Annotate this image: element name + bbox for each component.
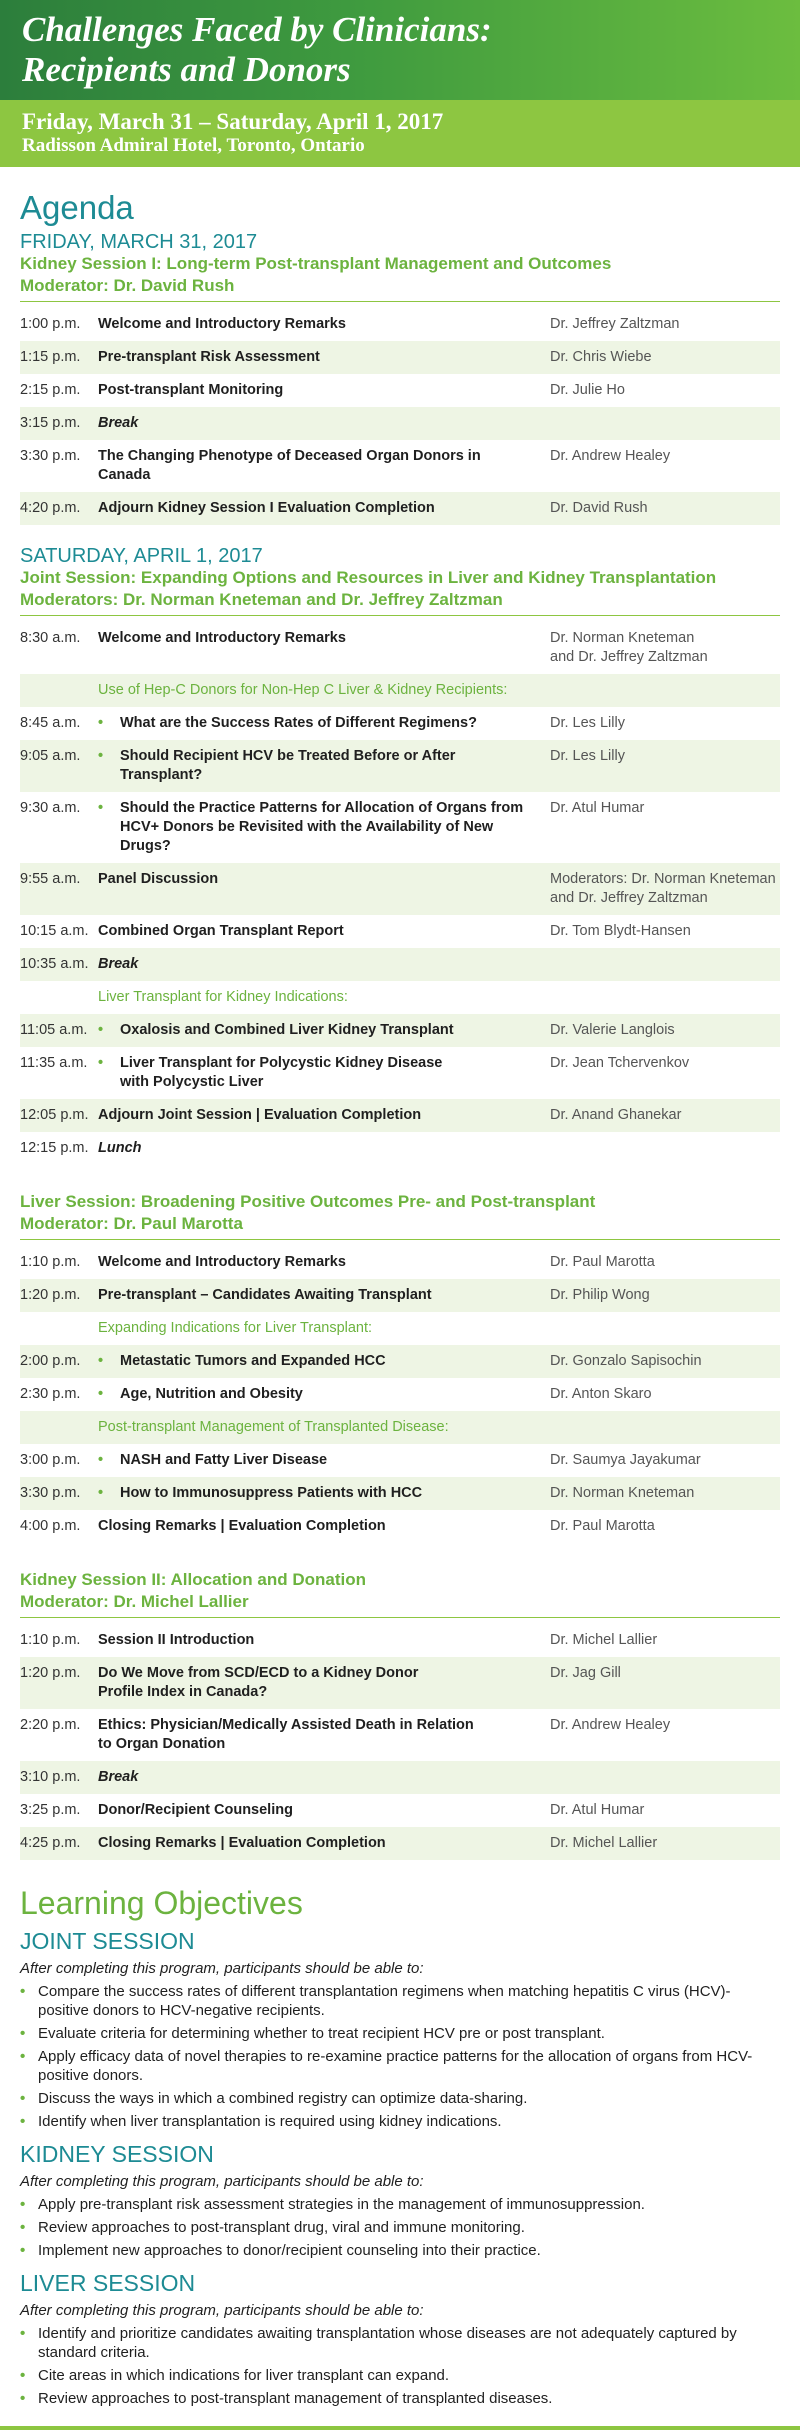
agenda-row	[20, 492, 780, 525]
bullet-icon: •	[98, 1353, 104, 1369]
objective-text: Apply pre-transplant risk assessment strategies in the management of immunosuppression.	[38, 2196, 645, 2213]
bullet-icon: •	[20, 2048, 26, 2065]
agenda-row	[20, 740, 780, 792]
row-speaker: Dr. Jean Tchervenkov	[550, 1055, 690, 1071]
objectives-intro: After completing this program, participants should be able to:	[20, 1960, 424, 1977]
objectives-kidney-list	[20, 2195, 780, 2260]
row-speaker: Dr. Valerie Langlois	[550, 1022, 675, 1038]
row-speaker: Dr. Gonzalo Sapisochin	[550, 1353, 702, 1369]
session-moderator-kidney-1: Moderator: Dr. David Rush	[20, 275, 780, 302]
row-topic	[98, 1385, 550, 1404]
agenda-row	[20, 1047, 780, 1099]
bullet-icon: •	[98, 715, 104, 731]
agenda-row	[20, 1510, 780, 1543]
session-moderator-liver: Moderator: Dr. Paul Marotta	[20, 1213, 780, 1240]
row-speaker: Dr. Norman Kneteman	[550, 1485, 695, 1501]
row-topic: The Changing Phenotype of Deceased Organ Donors in Canada	[98, 448, 481, 483]
row-time: 2:00 p.m.	[20, 1353, 81, 1369]
agenda-row	[20, 915, 780, 948]
row-time: 8:45 a.m.	[20, 715, 81, 731]
agenda-row	[20, 622, 780, 674]
row-time: 10:15 a.m.	[20, 923, 89, 939]
bullet-icon: •	[98, 748, 104, 764]
event-venue: Radisson Admiral Hotel, Toronto, Ontario	[22, 135, 365, 156]
row-speaker: Dr. Andrew Healey	[550, 1717, 671, 1733]
agenda-row	[20, 1657, 780, 1709]
speaker-line: Dr. Norman Kneteman	[550, 630, 695, 646]
row-time: 4:25 p.m.	[20, 1835, 81, 1851]
row-topic: Break	[98, 415, 139, 431]
row-topic	[98, 1716, 550, 1754]
bullet-icon: •	[20, 2196, 26, 2213]
row-topic	[98, 714, 550, 733]
row-topic: Panel Discussion	[98, 871, 219, 887]
agenda-row	[20, 308, 780, 341]
agenda-row	[20, 707, 780, 740]
objective-item	[20, 2389, 780, 2408]
row-time: 9:30 a.m.	[20, 800, 81, 816]
topic-line: Ethics: Physician/Medically Assisted Death in Relation	[98, 1717, 474, 1733]
objective-item	[20, 2218, 780, 2237]
row-time: 12:05 p.m.	[20, 1107, 89, 1123]
topic-text	[120, 799, 536, 856]
bullet-icon: •	[20, 2219, 26, 2236]
row-time: 9:05 a.m.	[20, 748, 81, 764]
row-speaker: Dr. Anton Skaro	[550, 1386, 652, 1402]
topic-line: to Organ Donation	[98, 1736, 226, 1752]
session-title-kidney-1: Kidney Session I: Long-term Post-transplant Management and Outcomes	[20, 254, 612, 273]
objective-text: Identify and prioritize candidates awaiting transplantation whose diseases are not adequately captured by standard criteria.	[38, 2325, 737, 2361]
bullet-icon: •	[98, 1022, 104, 1038]
session-moderator-joint: Moderators: Dr. Norman Kneteman and Dr. Jeffrey Zaltzman	[20, 589, 780, 616]
objective-item	[20, 1982, 780, 2020]
row-topic: Pre-transplant – Candidates Awaiting Transplant	[98, 1287, 432, 1303]
speaker-line: and Dr. Jeffrey Zaltzman	[550, 649, 708, 665]
row-speaker: Dr. Paul Marotta	[550, 1518, 655, 1534]
agenda-row	[20, 1345, 780, 1378]
objective-item	[20, 2324, 780, 2362]
agenda-row	[20, 1624, 780, 1657]
speaker-line: and Dr. Jeffrey Zaltzman	[550, 890, 708, 906]
agenda-row-break	[20, 1761, 780, 1794]
row-topic: Adjourn Kidney Session I Evaluation Completion	[98, 500, 435, 516]
footer-bar	[0, 2426, 800, 2430]
row-speaker: Dr. Jag Gill	[550, 1665, 621, 1681]
title-line-1: Challenges Faced by Clinicians:	[22, 10, 492, 49]
row-time: 1:20 p.m.	[20, 1287, 81, 1303]
header-banner	[0, 0, 800, 100]
bullet-icon: •	[98, 1055, 104, 1071]
row-time: 1:10 p.m.	[20, 1254, 81, 1270]
objective-item	[20, 2024, 780, 2043]
topic-text: Age, Nutrition and Obesity	[120, 1386, 303, 1402]
row-speaker: Dr. David Rush	[550, 500, 648, 516]
topic-line: Liver Transplant for Polycystic Kidney Disease	[120, 1055, 443, 1071]
row-topic: Adjourn Joint Session | Evaluation Completion	[98, 1107, 422, 1123]
row-time: 1:00 p.m.	[20, 316, 81, 332]
row-time: 3:25 p.m.	[20, 1802, 81, 1818]
row-time: 2:30 p.m.	[20, 1386, 81, 1402]
row-time: 4:00 p.m.	[20, 1518, 81, 1534]
row-speaker: Dr. Les Lilly	[550, 748, 625, 764]
row-time: 1:20 p.m.	[20, 1665, 81, 1681]
objective-text: Compare the success rates of different transplantation regimens when matching hepatitis C virus (HCV)-positive donors to HCV-negative recipients.	[38, 1983, 731, 2019]
row-speaker: Dr. Michel Lallier	[550, 1835, 658, 1851]
objective-item	[20, 2195, 780, 2214]
bullet-icon: •	[20, 2367, 26, 2384]
row-speaker: Dr. Les Lilly	[550, 715, 625, 731]
objective-item	[20, 2241, 780, 2260]
topic-text: Metastatic Tumors and Expanded HCC	[120, 1353, 386, 1369]
row-topic	[98, 1484, 550, 1503]
agenda-subheading: Expanding Indications for Liver Transplant:	[98, 1320, 373, 1336]
row-time: 1:15 p.m.	[20, 349, 81, 365]
objectives-joint-title: JOINT SESSION	[20, 1928, 195, 1954]
agenda-row	[20, 1279, 780, 1312]
objective-item	[20, 2366, 780, 2385]
agenda-row	[20, 1444, 780, 1477]
event-date: Friday, March 31 – Saturday, April 1, 2017	[22, 109, 444, 134]
row-topic: Combined Organ Transplant Report	[98, 923, 344, 939]
row-time: 3:30 p.m.	[20, 1485, 81, 1501]
bullet-icon: •	[20, 2325, 26, 2342]
objectives-liver-title: LIVER SESSION	[20, 2270, 196, 2296]
agenda-row-lunch	[20, 1132, 780, 1165]
title-line-2: Recipients and Donors	[22, 50, 351, 89]
objectives-intro: After completing this program, participants should be able to:	[20, 2173, 424, 2190]
agenda-row-break	[20, 407, 780, 440]
row-speaker: Dr. Chris Wiebe	[550, 349, 652, 365]
row-speaker: Dr. Paul Marotta	[550, 1254, 655, 1270]
agenda-row	[20, 1378, 780, 1411]
objectives-heading: Learning Objectives	[20, 1885, 303, 1921]
row-topic: Pre-transplant Risk Assessment	[98, 349, 320, 365]
row-time: 2:20 p.m.	[20, 1717, 81, 1733]
row-speaker: Dr. Michel Lallier	[550, 1632, 658, 1648]
bullet-icon: •	[98, 1386, 104, 1402]
session-title-joint: Joint Session: Expanding Options and Resources in Liver and Kidney Transplantation	[20, 568, 717, 587]
objective-text: Evaluate criteria for determining whether to treat recipient HCV pre or post transplant.	[38, 2025, 605, 2042]
row-topic	[98, 799, 550, 856]
topic-line: Do We Move from SCD/ECD to a Kidney Donor	[98, 1665, 419, 1681]
day-heading-friday: FRIDAY, MARCH 31, 2017	[20, 231, 258, 253]
row-topic	[98, 1352, 550, 1371]
row-time: 2:15 p.m.	[20, 382, 81, 398]
agenda-row	[20, 1477, 780, 1510]
objective-text: Discuss the ways in which a combined registry can optimize data-sharing.	[38, 2090, 528, 2107]
row-time: 11:35 a.m.	[20, 1055, 88, 1071]
objective-item	[20, 2112, 780, 2131]
topic-line: Should the Practice Patterns for Allocation of Organs from	[120, 800, 524, 816]
objectives-liver-list	[20, 2324, 780, 2408]
topic-line: Profile Index in Canada?	[98, 1684, 268, 1700]
row-topic: Donor/Recipient Counseling	[98, 1802, 293, 1818]
row-speaker: Dr. Saumya Jayakumar	[550, 1452, 701, 1468]
agenda-row	[20, 1794, 780, 1827]
bullet-icon: •	[20, 2090, 26, 2107]
row-topic: Welcome and Introductory Remarks	[98, 630, 346, 646]
row-topic: Break	[98, 956, 139, 972]
objective-item	[20, 2047, 780, 2085]
objective-text: Implement new approaches to donor/recipient counseling into their practice.	[38, 2242, 541, 2259]
page-title	[22, 10, 780, 90]
agenda-row	[20, 374, 780, 407]
agenda-row	[20, 792, 780, 863]
objective-item	[20, 2089, 780, 2108]
objective-text: Identify when liver transplantation is required using kidney indications.	[38, 2113, 502, 2130]
event-info-band	[0, 100, 800, 167]
row-speaker	[550, 629, 780, 667]
objective-text: Review approaches to post-transplant drug, viral and immune monitoring.	[38, 2219, 525, 2236]
row-time: 11:05 a.m.	[20, 1022, 88, 1038]
agenda-row	[20, 440, 780, 492]
row-speaker: Dr. Jeffrey Zaltzman	[550, 316, 680, 332]
objectives-intro: After completing this program, participants should be able to:	[20, 2302, 424, 2319]
agenda-heading: Agenda	[20, 189, 134, 226]
day-heading-saturday: SATURDAY, APRIL 1, 2017	[20, 545, 263, 567]
agenda-row	[20, 1709, 780, 1761]
bullet-icon: •	[98, 1452, 104, 1468]
agenda-subheading: Use of Hep-C Donors for Non-Hep C Liver & Kidney Recipients:	[20, 674, 780, 707]
row-topic: Welcome and Introductory Remarks	[98, 316, 346, 332]
topic-line: HCV+ Donors be Revisited with the Availability of New Drugs?	[120, 819, 494, 854]
agenda-row-break	[20, 948, 780, 981]
row-topic	[98, 747, 550, 785]
row-speaker: Dr. Atul Humar	[550, 800, 645, 816]
session-title-liver: Liver Session: Broadening Positive Outcomes Pre- and Post-transplant	[20, 1192, 596, 1211]
row-speaker: Dr. Anand Ghanekar	[550, 1107, 682, 1123]
objective-text: Review approaches to post-transplant management of transplanted diseases.	[38, 2390, 553, 2407]
row-time: 3:15 p.m.	[20, 415, 81, 431]
agenda-row	[20, 1014, 780, 1047]
row-time: 3:00 p.m.	[20, 1452, 81, 1468]
topic-text: How to Immunosuppress Patients with HCC	[120, 1485, 423, 1501]
row-speaker: Dr. Andrew Healey	[550, 448, 671, 464]
row-speaker: Dr. Julie Ho	[550, 382, 625, 398]
row-speaker: Dr. Atul Humar	[550, 1802, 645, 1818]
row-topic: Closing Remarks | Evaluation Completion	[98, 1518, 386, 1534]
bullet-icon: •	[98, 800, 104, 816]
bullet-icon: •	[98, 1485, 104, 1501]
row-topic	[98, 1054, 550, 1092]
objectives-kidney-title: KIDNEY SESSION	[20, 2141, 214, 2167]
agenda-row	[20, 863, 780, 915]
row-topic	[98, 1664, 550, 1702]
main-content	[0, 189, 800, 2408]
row-topic: Post-transplant Monitoring	[98, 382, 284, 398]
bullet-icon: •	[20, 2242, 26, 2259]
topic-text: Should Recipient HCV be Treated Before or After Transplant?	[120, 748, 456, 783]
topic-line: with Polycystic Liver	[120, 1074, 264, 1090]
bullet-icon: •	[20, 2390, 26, 2407]
row-time: 1:10 p.m.	[20, 1632, 81, 1648]
topic-text: NASH and Fatty Liver Disease	[120, 1452, 328, 1468]
topic-text: What are the Success Rates of Different Regimens?	[120, 715, 477, 731]
row-speaker: Dr. Philip Wong	[550, 1287, 650, 1303]
objectives-joint-list	[20, 1982, 780, 2131]
row-time: 3:10 p.m.	[20, 1769, 81, 1785]
bullet-icon: •	[20, 1983, 26, 2000]
agenda-row	[20, 1246, 780, 1279]
row-time: 12:15 p.m.	[20, 1140, 89, 1156]
row-time: 9:55 a.m.	[20, 871, 81, 887]
row-topic: Welcome and Introductory Remarks	[98, 1254, 346, 1270]
row-topic: Session II Introduction	[98, 1632, 255, 1648]
agenda-row	[20, 1827, 780, 1860]
topic-text: Oxalosis and Combined Liver Kidney Transplant	[120, 1022, 454, 1038]
objective-text: Apply efficacy data of novel therapies to re-examine practice patterns for the allocation of organs from HCV-positive donors.	[38, 2048, 753, 2084]
row-time: 3:30 p.m.	[20, 448, 81, 464]
bullet-icon: •	[20, 2025, 26, 2042]
agenda-subheading: Post-transplant Management of Transplanted Disease:	[20, 1411, 780, 1444]
row-topic: Break	[98, 1769, 139, 1785]
row-time: 8:30 a.m.	[20, 630, 81, 646]
session-title-kidney-2: Kidney Session II: Allocation and Donation	[20, 1570, 367, 1589]
row-speaker	[550, 870, 780, 908]
agenda-subheading: Liver Transplant for Kidney Indications:	[98, 989, 348, 1005]
row-topic	[98, 1451, 550, 1470]
row-topic: Closing Remarks | Evaluation Completion	[98, 1835, 386, 1851]
speaker-line: Moderators: Dr. Norman Kneteman	[550, 871, 776, 887]
agenda-row	[20, 341, 780, 374]
bullet-icon: •	[20, 2113, 26, 2130]
row-speaker: Dr. Tom Blydt-Hansen	[550, 923, 691, 939]
session-moderator-kidney-2: Moderator: Dr. Michel Lallier	[20, 1591, 780, 1618]
agenda-row	[20, 1099, 780, 1132]
topic-text	[120, 1054, 442, 1092]
row-topic: Lunch	[98, 1140, 142, 1156]
row-topic	[98, 1021, 550, 1040]
row-time: 10:35 a.m.	[20, 956, 89, 972]
row-time: 4:20 p.m.	[20, 500, 81, 516]
objective-text: Cite areas in which indications for liver transplant can expand.	[38, 2367, 450, 2384]
